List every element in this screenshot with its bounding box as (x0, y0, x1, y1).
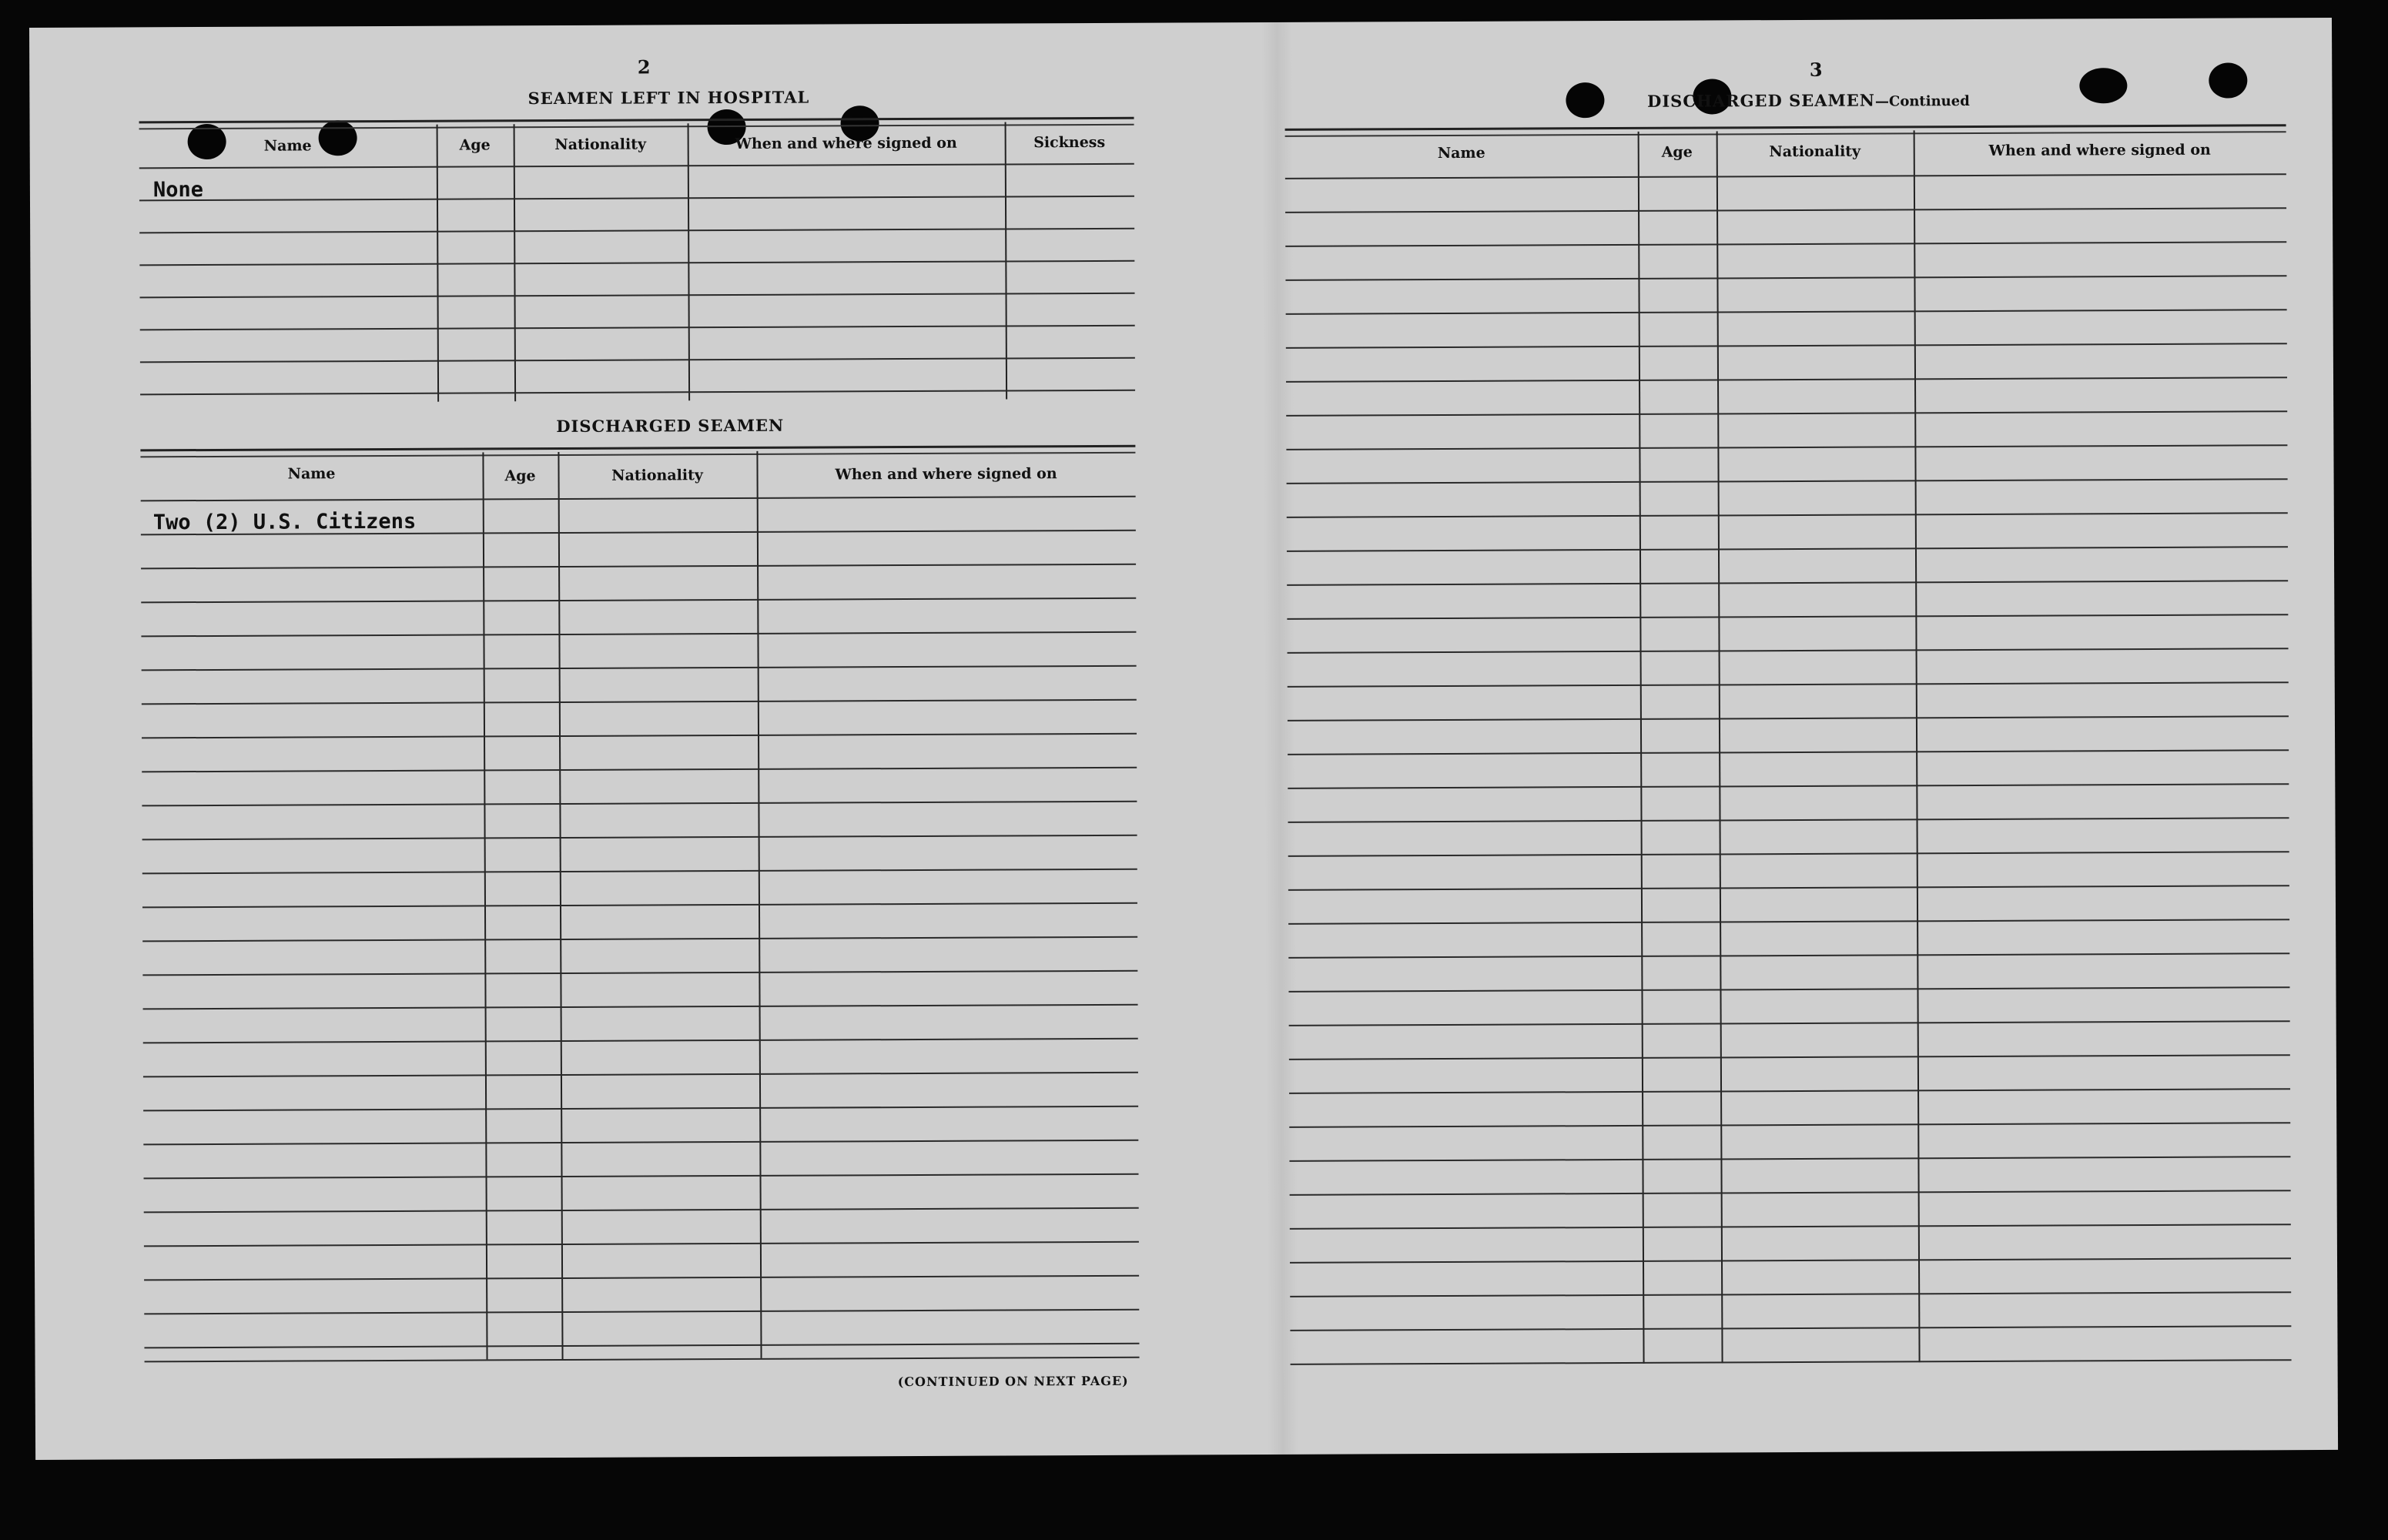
ruled-line (1290, 1190, 2291, 1196)
title-main: DISCHARGED SEAMEN (1647, 90, 1876, 111)
ruled-line (144, 1275, 1139, 1281)
ruled-line (144, 1173, 1139, 1180)
hospital-table (139, 117, 1136, 430)
ruled-line (1286, 343, 2287, 349)
ruled-line (145, 1357, 1140, 1363)
ruled-line (1285, 275, 2286, 281)
ruled-line (1286, 444, 2287, 450)
column-header-signed-on: When and where signed on (1988, 141, 2211, 159)
discharged-table-right (1285, 124, 2292, 1376)
column-header-sickness: Sickness (1033, 133, 1106, 152)
ruled-line (1288, 952, 2289, 959)
table-top-rule (140, 445, 1135, 458)
ruled-line (142, 801, 1137, 807)
ruled-line (1288, 817, 2289, 823)
ruled-line (143, 1106, 1138, 1112)
ruled-line (142, 665, 1137, 671)
ruled-line (142, 733, 1137, 739)
ruled-line (1288, 715, 2289, 721)
ruled-line (1290, 1291, 2291, 1297)
column-header-name: Name (263, 137, 312, 155)
ruled-line (1288, 885, 2289, 891)
ruled-line (1287, 512, 2288, 518)
ruled-line (139, 260, 1134, 266)
column-divider (1914, 130, 1921, 1362)
ruled-line (1288, 681, 2289, 688)
ruled-line (143, 1072, 1138, 1078)
ruled-line (144, 1343, 1139, 1349)
column-header-age: Age (459, 136, 491, 154)
ruled-line (1285, 173, 2286, 179)
page-number-right: 3 (1809, 58, 1823, 81)
hospital-entry: None (152, 178, 204, 203)
ruled-line (141, 598, 1136, 604)
column-divider (1716, 131, 1723, 1363)
continued-note: (CONTINUED ON NEXT PAGE) (897, 1373, 1129, 1390)
ruled-line (1287, 580, 2288, 586)
discharged-section-title: DISCHARGED SEAMEN (556, 415, 785, 437)
ruled-line (1286, 410, 2287, 417)
ruled-line (140, 325, 1135, 331)
ruled-line (143, 1140, 1138, 1146)
ruled-line (1288, 919, 2289, 925)
ruled-line (1286, 309, 2287, 315)
column-header-nationality: Nationality (1769, 142, 1861, 161)
ruled-line (142, 869, 1137, 875)
ruled-line (1289, 1054, 2290, 1060)
ruled-line (1289, 1020, 2290, 1026)
ruled-line (142, 767, 1137, 773)
ruled-line (1288, 749, 2289, 755)
ruled-line (144, 1309, 1139, 1315)
column-divider (1638, 132, 1645, 1364)
ruled-line (143, 1038, 1138, 1044)
ruled-line (140, 293, 1135, 299)
ruled-line (1289, 1156, 2290, 1162)
ruled-line (1288, 783, 2289, 789)
ruled-line (1290, 1224, 2291, 1230)
ruled-line (1288, 648, 2289, 654)
discharged-table-left (140, 445, 1139, 1374)
ruled-line (1291, 1359, 2292, 1365)
column-header-nationality: Nationality (554, 136, 647, 154)
ruled-line (1290, 1257, 2291, 1264)
ruled-line (140, 390, 1135, 396)
ruled-line (143, 1004, 1138, 1010)
ruled-line (1289, 1122, 2290, 1128)
column-header-age: Age (1661, 143, 1693, 161)
ruled-line (1287, 614, 2288, 620)
ruled-line (1285, 241, 2286, 247)
discharged-continued-title (1593, 90, 2024, 111)
column-header-nationality: Nationality (611, 467, 703, 484)
ruled-line (142, 699, 1137, 705)
punch-hole (2209, 62, 2247, 98)
page-number-left: 2 (637, 55, 651, 79)
ruled-line (1287, 546, 2288, 552)
ruled-line (1288, 851, 2289, 857)
ruled-line (1289, 1088, 2290, 1094)
column-header-name: Name (287, 465, 336, 483)
ruled-line (141, 564, 1136, 570)
table-top-rule (1285, 124, 2286, 137)
ruled-line (142, 902, 1137, 909)
ruled-line (141, 496, 1136, 502)
hospital-section-title: SEAMEN LEFT IN HOSPITAL (528, 87, 810, 109)
ruled-line (1287, 478, 2288, 484)
discharged-entry: Two (2) U.S. Citizens (152, 509, 417, 535)
ruled-line (142, 835, 1137, 841)
table-top-rule (139, 117, 1134, 130)
ruled-line (1290, 1325, 2291, 1331)
column-header-name: Name (1437, 144, 1485, 162)
document-sheet (29, 18, 2338, 1460)
ruled-line (142, 936, 1137, 942)
ruled-line (1285, 207, 2286, 213)
ruled-line (141, 631, 1136, 638)
ruled-line (1288, 986, 2289, 993)
ruled-line (144, 1207, 1139, 1214)
ruled-line (139, 228, 1134, 234)
column-header-signed-on: When and where signed on (835, 465, 1057, 484)
ruled-line (139, 196, 1134, 202)
ruled-line (144, 1241, 1139, 1247)
title-suffix: —Continued (1874, 93, 1970, 110)
punch-hole (2079, 68, 2127, 103)
ruled-line (1286, 377, 2287, 383)
ruled-line (142, 970, 1137, 976)
ruled-line (140, 357, 1135, 363)
ruled-line (139, 163, 1134, 169)
column-header-signed-on: When and where signed on (735, 134, 957, 153)
column-header-age: Age (504, 467, 536, 485)
